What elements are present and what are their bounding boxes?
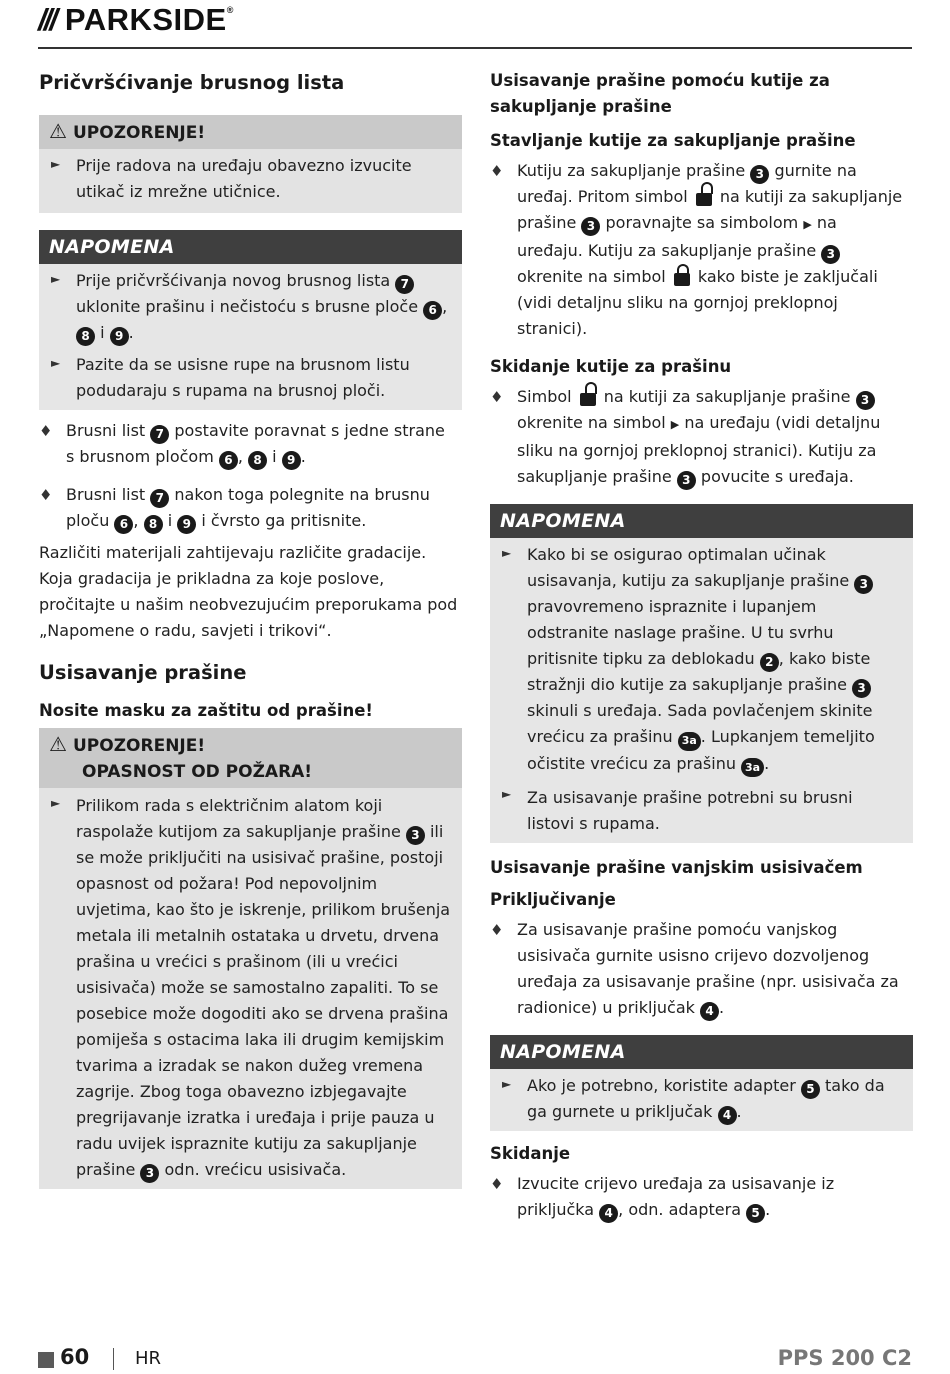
step-item: ♦ Brusni list 7 postavite poravnat s jedne strane s brusnom pločom 6 , 8 i 9 . <box>39 416 462 472</box>
part-number-3a: 3a <box>741 758 764 777</box>
footer-square-marker <box>38 1352 54 1368</box>
lock-open-icon <box>580 384 596 406</box>
part-number-7: 7 <box>395 275 414 294</box>
diamond-bullet-icon: ♦ <box>490 162 504 180</box>
note-header: NAPOMENA <box>39 230 462 264</box>
triangle-marker-icon: ▶ <box>670 418 680 431</box>
section-title: Usisavanje prašine <box>39 661 247 684</box>
warning-header: ⚠ UPOZORENJE! <box>39 115 462 149</box>
arrow-bullet-icon: ► <box>51 157 61 171</box>
part-number-4: 4 <box>599 1204 618 1223</box>
subsection-title: Nosite masku za zaštitu od prašine! <box>39 701 373 720</box>
lock-closed-icon <box>674 264 690 286</box>
part-number-2: 2 <box>760 653 779 672</box>
note-item: ► Pazite da se usisne rupe na brusnom listu podudaraju s rupama na brusnoj ploči. <box>39 348 462 406</box>
part-number-3: 3 <box>581 217 600 236</box>
note-box <box>39 230 462 410</box>
subsection-title: Stavljanje kutije za sakupljanje prašine <box>490 131 856 150</box>
arrow-bullet-icon: ► <box>502 546 512 560</box>
part-number-3: 3 <box>821 245 840 264</box>
part-number-5: 5 <box>801 1080 820 1099</box>
left-column <box>39 66 462 1189</box>
brand-logo: /// PARKSIDE® <box>38 2 234 37</box>
part-number-9: 9 <box>282 451 301 470</box>
footer-divider <box>113 1348 114 1370</box>
step-item: ♦ Za usisavanje prašine pomoću vanjskog usisivača gurnite usisno crijevo dozvoljenog uređaja za usisavanje prašine (npr. usisivača za radionice) u priključak 4 . <box>490 915 913 1023</box>
page-header <box>38 0 912 49</box>
part-number-7: 7 <box>150 489 169 508</box>
part-number-7: 7 <box>150 425 169 444</box>
part-number-3: 3 <box>140 1164 159 1183</box>
subsection-title: Skidanje kutije za prašinu <box>490 357 732 376</box>
part-number-3: 3 <box>677 471 696 490</box>
arrow-bullet-icon: ► <box>51 272 61 286</box>
body-paragraph: Različiti materijali zahtijevaju različite gradacije. Koja gradacija je prikladna za koje poslove, pročitajte u našim neobvezujućim preporukama pod „Napomene o radu, savjeti i trikovi“. <box>39 543 458 640</box>
warning-box <box>39 728 462 1189</box>
step-item: ♦ Kutiju za sakupljanje prašine 3 gurnite na uređaj. Pritom simbol na kutiji za sakupljanje prašine 3 poravnajte sa simbolom ▶ na uređaju. Kutiju za sakupljanje prašine 3 okrenite na simbol kako biste je zaključali (vidi detaljnu sliku na gornjoj preklopnoj stranici). <box>490 156 913 344</box>
arrow-bullet-icon: ► <box>51 356 61 370</box>
part-number-8: 8 <box>76 327 95 346</box>
part-number-3a: 3a <box>678 732 701 751</box>
subsection-title: Skidanje <box>490 1144 571 1163</box>
section-title: Usisavanje prašine vanjskim usisivačem <box>490 858 863 877</box>
part-number-6: 6 <box>114 515 133 534</box>
subsection-title: Priključivanje <box>490 890 616 909</box>
part-number-3: 3 <box>750 165 769 184</box>
diamond-bullet-icon: ♦ <box>490 388 504 406</box>
arrow-bullet-icon: ► <box>502 1077 512 1091</box>
section-title: Pričvršćivanje brusnog lista <box>39 71 345 94</box>
lock-open-icon <box>696 184 712 206</box>
part-number-6: 6 <box>423 301 442 320</box>
part-number-3: 3 <box>856 391 875 410</box>
note-item: ► Prije pričvršćivanja novog brusnog lista 7 uklonite prašinu i nečistoću s brusne ploče 6 , 8 i 9 . <box>39 264 462 348</box>
note-box <box>490 1035 913 1131</box>
model-name: PPS 200 C2 <box>777 1346 912 1370</box>
warning-header: ⚠ UPOZORENJE! OPASNOST OD POŽARA! <box>39 728 462 788</box>
section-title: Usisavanje prašine pomoću kutije za sakupljanje prašine <box>490 71 830 116</box>
page-footer <box>38 1344 912 1374</box>
right-column <box>490 66 913 1225</box>
part-number-3: 3 <box>406 826 425 845</box>
part-number-4: 4 <box>700 1002 719 1021</box>
language-code: HR <box>135 1348 162 1369</box>
part-number-5: 5 <box>746 1204 765 1223</box>
part-number-8: 8 <box>248 451 267 470</box>
warning-triangle-icon: ⚠ <box>49 732 67 756</box>
triangle-marker-icon: ▶ <box>803 218 812 231</box>
step-item: ♦ Izvucite crijevo uređaja za usisavanje iz priključka 4 , odn. adaptera 5 . <box>490 1169 913 1225</box>
step-item: ♦ Brusni list 7 nakon toga polegnite na brusnu ploču 6 , 8 i 9 i čvrsto ga pritisnite. <box>39 480 462 536</box>
diamond-bullet-icon: ♦ <box>490 1175 504 1193</box>
part-number-3: 3 <box>854 575 873 594</box>
part-number-6: 6 <box>219 451 238 470</box>
arrow-bullet-icon: ► <box>51 796 61 810</box>
note-header: NAPOMENA <box>490 1035 913 1069</box>
part-number-9: 9 <box>110 327 129 346</box>
part-number-9: 9 <box>177 515 196 534</box>
note-item: ► Kako bi se osigurao optimalan učinak usisavanja, kutiju za sakupljanje prašine 3 pravovremeno ispraznite i lupanjem odstranite naslage prašine. U tu svrhu pritisnite tipku za deblokadu 2 , kako biste stražnji dio kutije za sakupljanje prašine 3 skinuli s uređaja. Sada povlačenjem skinite vrećicu za prašinu 3a . Lupkanjem temeljito očistite vrećicu za prašinu 3a . <box>490 538 913 779</box>
page-number: 60 <box>60 1345 90 1369</box>
step-item: ♦ Simbol na kutiji za sakupljanje prašine 3 okrenite na simbol ▶ na uređaju (vidi detaljnu sliku na gornjoj preklopnoj stranici). Kutiju za sakupljanje prašine 3 povucite s uređaja. <box>490 382 913 492</box>
diamond-bullet-icon: ♦ <box>490 921 504 939</box>
part-number-8: 8 <box>144 515 163 534</box>
diamond-bullet-icon: ♦ <box>39 422 53 440</box>
warning-triangle-icon: ⚠ <box>49 119 67 143</box>
part-number-3: 3 <box>852 679 871 698</box>
diamond-bullet-icon: ♦ <box>39 486 53 504</box>
note-box <box>490 504 913 843</box>
warning-item: ► Prije radova na uređaju obavezno izvucite utikač iz mrežne utičnice. <box>39 149 462 207</box>
part-number-4: 4 <box>718 1106 737 1125</box>
note-header: NAPOMENA <box>490 504 913 538</box>
note-item: ► Ako je potrebno, koristite adapter 5 tako da ga gurnete u priključak 4 . <box>490 1069 913 1127</box>
note-item: ► Za usisavanje prašine potrebni su brusni listovi s rupama. <box>490 779 913 839</box>
warning-item: ► Prilikom rada s električnim alatom koji raspolaže kutijom za sakupljanje prašine 3 ili se može priključiti na usisivač prašine, postoji opasnost od požara! Pod nepovoljnim uvjetima, kao što je iskrenje, prilikom brušenja metala ili metalnih ostataka u drvetu, drvena prašina u vrećici s prašinom (ili u vrećici usisivača) može se samostalno zapaliti. To se posebice može dogoditi ako se drvena prašina pomiješa s ostacima laka ili drugim kemijskim tvarima a izradak se nakon dužeg vremena zagrije. Zbog toga obavezno izbjegavajte pregrijavanje izratka i uređaja i prije pauza u radu uvijek ispraznite kutiju za sakupljanje prašine 3 odn. vrećicu usisivača. <box>39 788 462 1185</box>
arrow-bullet-icon: ► <box>502 787 512 801</box>
warning-box <box>39 115 462 213</box>
